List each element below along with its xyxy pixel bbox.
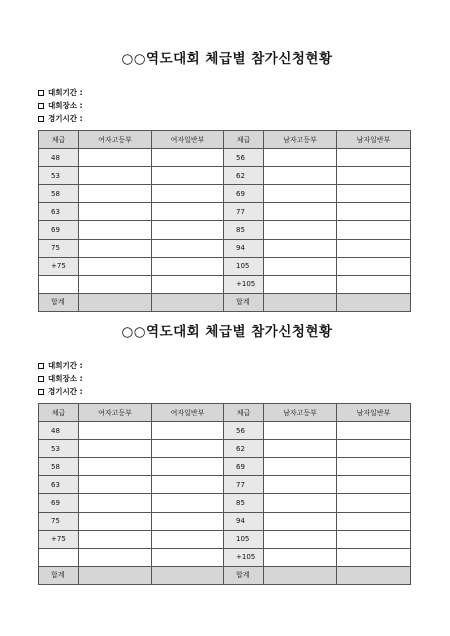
weight-cell: 77 xyxy=(224,203,264,221)
total-cell xyxy=(152,566,224,584)
entry-cell xyxy=(79,458,152,476)
weight-cell: 94 xyxy=(224,512,264,530)
weight-cell: +105 xyxy=(224,548,264,566)
total-row xyxy=(39,566,411,584)
table-row xyxy=(39,476,411,494)
entry-cell xyxy=(79,512,152,530)
entry-cell xyxy=(79,221,152,239)
header-male-gen: 남자일반부 xyxy=(337,131,411,149)
entry-cell xyxy=(264,458,337,476)
weight-cell: 53 xyxy=(39,440,79,458)
weight-cell: 53 xyxy=(39,167,79,185)
table-row xyxy=(39,149,411,167)
entry-cell xyxy=(337,167,411,185)
total-cell xyxy=(264,566,337,584)
entry-table xyxy=(38,403,411,585)
entry-cell xyxy=(152,275,224,293)
weight-cell: +105 xyxy=(224,275,264,293)
header-male-hs: 남자고등부 xyxy=(264,131,337,149)
weight-cell: 105 xyxy=(224,530,264,548)
entry-cell xyxy=(152,239,224,257)
total-cell xyxy=(337,566,411,584)
table-header-row xyxy=(39,131,411,149)
entry-cell xyxy=(337,257,411,275)
entry-cell xyxy=(79,476,152,494)
entry-cell xyxy=(152,203,224,221)
entry-cell xyxy=(152,422,224,440)
entry-cell xyxy=(264,440,337,458)
entry-cell xyxy=(337,548,411,566)
entry-cell xyxy=(337,512,411,530)
weight-cell: +75 xyxy=(39,530,79,548)
entry-cell xyxy=(152,530,224,548)
entry-cell xyxy=(152,458,224,476)
weight-cell: 69 xyxy=(224,458,264,476)
entry-table xyxy=(38,130,411,312)
weight-cell: 94 xyxy=(224,239,264,257)
entry-cell xyxy=(79,149,152,167)
entry-cell xyxy=(152,149,224,167)
entry-cell xyxy=(79,203,152,221)
weight-cell xyxy=(39,275,79,293)
table-header-row xyxy=(39,404,411,422)
entry-cell xyxy=(152,440,224,458)
entry-cell xyxy=(264,203,337,221)
entry-cell xyxy=(152,548,224,566)
weight-cell: 62 xyxy=(224,167,264,185)
weight-cell: +75 xyxy=(39,257,79,275)
total-cell xyxy=(264,293,337,311)
total-cell xyxy=(79,566,152,584)
table-row xyxy=(39,275,411,293)
checkbox-icon xyxy=(38,103,44,109)
table-row xyxy=(39,512,411,530)
entry-cell xyxy=(152,512,224,530)
weight-cell: 63 xyxy=(39,203,79,221)
weight-cell: 58 xyxy=(39,185,79,203)
weight-cell: 85 xyxy=(224,494,264,512)
info-time: 경기시간 : xyxy=(38,387,83,397)
form-section-2 xyxy=(38,323,410,580)
total-cell xyxy=(79,293,152,311)
header-weight-m: 체급 xyxy=(224,404,264,422)
weight-cell: 58 xyxy=(39,458,79,476)
checkbox-icon xyxy=(38,90,44,96)
checkbox-icon xyxy=(38,363,44,369)
table-row xyxy=(39,203,411,221)
table-row xyxy=(39,239,411,257)
table-row xyxy=(39,167,411,185)
checkbox-icon xyxy=(38,116,44,122)
table-row xyxy=(39,494,411,512)
weight-cell: 69 xyxy=(224,185,264,203)
total-cell xyxy=(152,293,224,311)
entry-cell xyxy=(337,440,411,458)
entry-cell xyxy=(264,530,337,548)
entry-cell xyxy=(264,167,337,185)
entry-cell xyxy=(337,221,411,239)
entry-cell xyxy=(264,476,337,494)
entry-cell xyxy=(337,149,411,167)
weight-cell: 69 xyxy=(39,494,79,512)
form-section-1 xyxy=(38,50,410,307)
entry-cell xyxy=(79,440,152,458)
total-label: 합계 xyxy=(39,293,79,311)
entry-cell xyxy=(152,257,224,275)
table-row xyxy=(39,548,411,566)
entry-cell xyxy=(264,221,337,239)
entry-cell xyxy=(264,257,337,275)
entry-cell xyxy=(337,239,411,257)
entry-cell xyxy=(337,185,411,203)
weight-cell: 62 xyxy=(224,440,264,458)
entry-cell xyxy=(337,458,411,476)
checkbox-icon xyxy=(38,389,44,395)
table-row xyxy=(39,422,411,440)
entry-cell xyxy=(79,494,152,512)
entry-cell xyxy=(337,530,411,548)
table-row xyxy=(39,530,411,548)
weight-cell: 48 xyxy=(39,149,79,167)
weight-cell: 56 xyxy=(224,422,264,440)
table-row xyxy=(39,440,411,458)
header-male-gen: 남자일반부 xyxy=(337,404,411,422)
entry-cell xyxy=(337,275,411,293)
table-row xyxy=(39,185,411,203)
entry-cell xyxy=(79,530,152,548)
entry-cell xyxy=(79,185,152,203)
entry-cell xyxy=(337,422,411,440)
info-period: 대회기간 : xyxy=(38,361,83,371)
entry-cell xyxy=(264,275,337,293)
entry-cell xyxy=(264,548,337,566)
entry-cell xyxy=(152,185,224,203)
entry-cell xyxy=(264,494,337,512)
info-period: 대회기간 : xyxy=(38,88,83,98)
total-label: 합계 xyxy=(224,566,264,584)
entry-cell xyxy=(79,239,152,257)
header-female-hs: 여자고등부 xyxy=(79,131,152,149)
entry-cell xyxy=(152,221,224,239)
header-weight-f: 체급 xyxy=(39,131,79,149)
weight-cell: 75 xyxy=(39,512,79,530)
header-female-gen: 여자일반부 xyxy=(152,131,224,149)
checkbox-icon xyxy=(38,376,44,382)
table-row xyxy=(39,221,411,239)
entry-cell xyxy=(79,422,152,440)
page-title: ○○역도대회 체급별 참가신청현황 xyxy=(121,51,333,67)
table-row xyxy=(39,257,411,275)
entry-cell xyxy=(337,494,411,512)
total-label: 합계 xyxy=(224,293,264,311)
weight-cell xyxy=(39,548,79,566)
weight-cell: 85 xyxy=(224,221,264,239)
info-venue: 대회장소 : xyxy=(38,101,83,111)
entry-cell xyxy=(79,167,152,185)
weight-cell: 48 xyxy=(39,422,79,440)
weight-cell: 56 xyxy=(224,149,264,167)
header-female-hs: 여자고등부 xyxy=(79,404,152,422)
entry-cell xyxy=(337,476,411,494)
entry-cell xyxy=(264,422,337,440)
weight-cell: 77 xyxy=(224,476,264,494)
entry-cell xyxy=(264,185,337,203)
weight-cell: 63 xyxy=(39,476,79,494)
header-weight-m: 체급 xyxy=(224,131,264,149)
header-male-hs: 남자고등부 xyxy=(264,404,337,422)
total-row xyxy=(39,293,411,311)
entry-cell xyxy=(79,257,152,275)
info-venue: 대회장소 : xyxy=(38,374,83,384)
info-time: 경기시간 : xyxy=(38,114,83,124)
entry-cell xyxy=(152,167,224,185)
entry-cell xyxy=(79,548,152,566)
entry-cell xyxy=(152,476,224,494)
entry-cell xyxy=(264,512,337,530)
header-female-gen: 여자일반부 xyxy=(152,404,224,422)
page-title: ○○역도대회 체급별 참가신청현황 xyxy=(121,324,333,340)
entry-cell xyxy=(152,494,224,512)
weight-cell: 75 xyxy=(39,239,79,257)
table-row xyxy=(39,458,411,476)
entry-cell xyxy=(264,239,337,257)
total-cell xyxy=(337,293,411,311)
entry-cell xyxy=(79,275,152,293)
entry-cell xyxy=(337,203,411,221)
total-label: 합계 xyxy=(39,566,79,584)
weight-cell: 105 xyxy=(224,257,264,275)
entry-cell xyxy=(264,149,337,167)
weight-cell: 69 xyxy=(39,221,79,239)
header-weight-f: 체급 xyxy=(39,404,79,422)
